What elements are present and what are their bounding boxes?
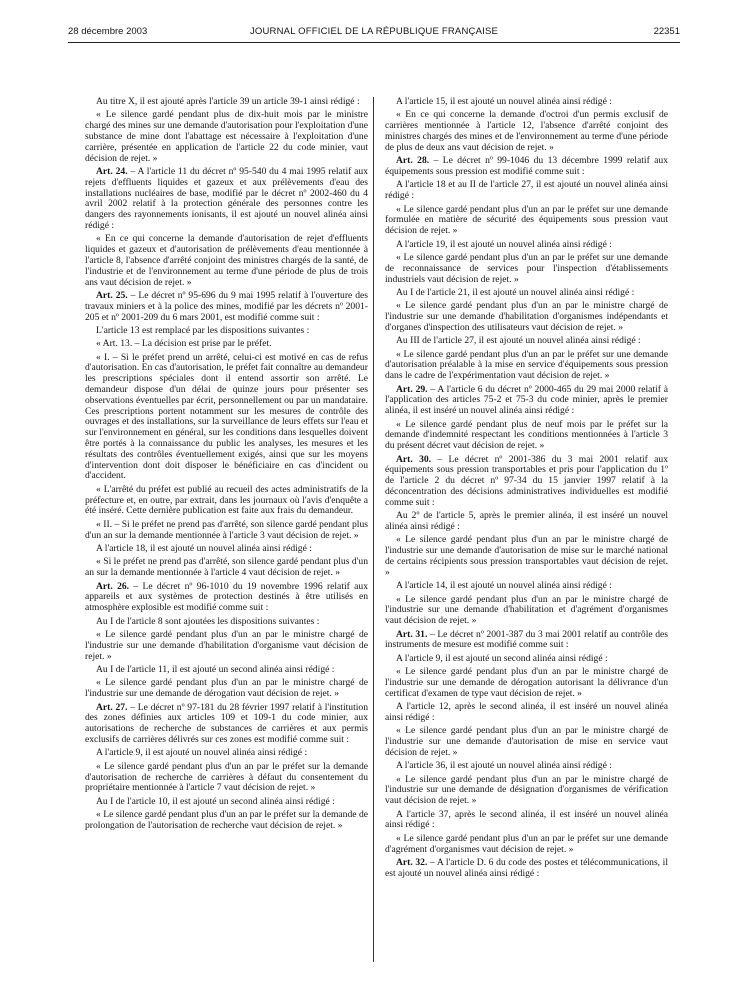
paragraph-text: « I. – Si le préfet prend un arrêté, celui-ci est motivé en cas de refus d'autorisation. En cas d'autorisation, le préfet fait connaître au demandeur les prescriptions spéciales dont il entend assortir son arrêté. Le demandeur dispose d'un délai de quinze jours pour présenter ses observations éventuelles par écrit, personnellement ou par un mandataire. Ces prescriptions portent notamment sur les mesures de contrôle des ouvrages et des installations, sur la surveillance de leurs effets sur l'eau et sur l'environnement en général, sur les conditions dans lesquelles doivent être portés à la connaissance du public les analyses, les mesures et les résultats des contrôles éventuellement exigés, ainsi que sur les moyens d'intervention dont doit disposer le bénéficiaire en cas d'incident ou d'accident. bbox=[85, 351, 368, 482]
article-lead: Art. 25. bbox=[96, 289, 128, 301]
paragraph bbox=[385, 180, 668, 202]
paragraph bbox=[85, 762, 368, 794]
paragraph-text: « Le silence gardé pendant plus d'un an par le préfet sur une demande de reconnaissance de services pour l'inspection d'établissements industriels vaut décision de rejet. » bbox=[385, 251, 668, 285]
paragraph-text: « Le silence gardé pendant plus d'un an par le ministre chargé de l'industrie sur une demande d'habilitation et d'agrément d'organismes vaut décision de rejet. » bbox=[385, 593, 668, 627]
paragraph bbox=[385, 667, 668, 699]
paragraph-text: « Le silence gardé pendant plus d'un an par le ministre chargé de l'industrie sur une demande d'habilitation d'organismes indépendants et d'organes d'inspection des utilisateurs vaut décision de rejet. » bbox=[385, 300, 668, 333]
paragraph-text: – Le décret nº 97-181 du 28 février 1997 relatif à l'institution des zones définies aux articles 109 et 109-1 du code minier, aux autorisations de recherche de substances de carrières et aux permis exclusifs de carrières délivrés sur ces zones est modifié comme suit : bbox=[85, 701, 368, 745]
paragraph-text: « Le silence gardé pendant plus d'un an par le ministre chargé de l'industrie sur une demande de désignation d'organismes de vérification vaut décision de rejet. » bbox=[385, 773, 668, 807]
column-divider bbox=[373, 97, 374, 962]
paragraph bbox=[385, 726, 668, 758]
paragraph-text: A l'article 19, il est ajouté un nouvel alinéa ainsi rédigé : bbox=[396, 238, 612, 250]
paragraph-text: « Le silence gardé pendant plus de neuf mois par le préfet sur la demande d'indemnité respectant les conditions mentionnées à l'article 3 du présent décret vaut décision de rejet. » bbox=[385, 418, 668, 452]
paragraph bbox=[85, 557, 368, 579]
page-header bbox=[68, 26, 680, 40]
paragraph bbox=[385, 761, 668, 772]
paragraph bbox=[85, 326, 368, 337]
paragraph-text: « Le silence gardé pendant plus d'un an par le ministre chargé de l'industrie sur une demande d'habilitation d'organisme vaut décision de rejet. » bbox=[85, 628, 368, 662]
paragraph-text: Au titre X, il est ajouté après l'article 39 un article 39-1 ainsi rédigé : bbox=[96, 96, 360, 107]
paragraph-text: – Le décret nº 99-1046 du 13 décembre 1999 relatif aux équipements sous pression est modifié comme suit : bbox=[385, 155, 669, 177]
paragraph bbox=[385, 420, 668, 452]
article-lead: Art. 30. bbox=[396, 453, 432, 465]
page-number: 22351 bbox=[653, 26, 680, 37]
paragraph bbox=[85, 797, 368, 808]
left-column bbox=[85, 97, 368, 834]
paragraph bbox=[385, 858, 668, 880]
header-date: 28 décembre 2003 bbox=[68, 26, 148, 37]
paragraph-text: « En ce qui concerne la demande d'octroi d'un permis exclusif de carrières mentionnée à l'article 12, l'absence d'arrêté conjoint des ministres chargés des mines et de l'environnement au terme d'une période de plus de deux ans vaut décision de rejet. » bbox=[385, 109, 668, 153]
paragraph bbox=[85, 810, 368, 832]
paragraph-text: « Le silence gardé pendant plus d'un an par le ministre chargé de l'industrie sur une demande d'autorisation de mise sur le marché national de certains récipients sous pression transportables vaut décision de rejet. » bbox=[385, 534, 668, 578]
paragraph-text: Au I de l'article 21, il est ajouté un nouvel alinéa ainsi rédigé : bbox=[396, 286, 635, 298]
paragraph bbox=[385, 834, 668, 856]
paragraph bbox=[385, 595, 668, 627]
article-lead: Art. 26. bbox=[96, 580, 130, 592]
paragraph bbox=[385, 810, 668, 832]
paragraph-text: « Le silence gardé pendant plus d'un an par le ministre chargé de l'industrie sur une demande de dérogation vaut décision de rejet. » bbox=[85, 677, 368, 700]
paragraph bbox=[385, 385, 668, 417]
paragraph bbox=[85, 110, 368, 164]
article-lead: Art. 27. bbox=[96, 701, 128, 713]
paragraph-text: Au I de l'article 8 sont ajoutées les dispositions suivantes : bbox=[96, 615, 320, 627]
paragraph bbox=[385, 240, 668, 251]
paragraph-text: A l'article 12, après le second alinéa, il est inséré un nouvel alinéa ainsi rédigé : bbox=[385, 701, 668, 723]
paragraph-text: « Le silence gardé pendant plus d'un an par le préfet sur une demande d'agrément d'organismes vaut décision de rejet. » bbox=[385, 832, 668, 855]
paragraph-text: – A l'article D. 6 du code des postes et télécommunications, il est ajouté un nouvel alinéa ainsi rédigé : bbox=[385, 857, 669, 879]
paragraph-text: « Le silence gardé pendant plus d'un an par le préfet sur la demande de prolongation de l'autorisation de recherche vaut décision de rejet. » bbox=[85, 809, 368, 831]
paragraph bbox=[385, 581, 668, 592]
paragraph bbox=[385, 336, 668, 347]
paragraph bbox=[385, 535, 668, 578]
paragraph-text: – A l'article 11 du décret nº 95-540 du 4 mai 1995 relatif aux rejets d'effluents liquides et gazeux et aux prélèvements d'eau des installations nucléaires de base, modifié par le décret nº 2002-460 du 4 avril 2002 relatif à la protection générale des personnes contre les dangers des rayonnements ionisants, il est ajouté un nouvel alinéa ainsi rédigé : bbox=[85, 165, 368, 231]
paragraph-text: – Le décret nº 2001-387 du 3 mai 2001 relatif au contrôle des instruments de mesure est modifié comme suit : bbox=[385, 628, 668, 651]
paragraph-text: A l'article 9, il est ajouté un nouvel alinéa ainsi rédigé : bbox=[96, 747, 308, 759]
paragraph bbox=[85, 291, 368, 323]
paragraph bbox=[85, 520, 368, 542]
paragraph-text: Au I de l'article 11, il est ajouté un second alinéa ainsi rédigé : bbox=[96, 663, 335, 675]
paragraph-text: – A l'article 6 du décret nº 2000-465 du 29 mai 2000 relatif à l'application des articles 75-2 et 75-3 du code minier, après le premier alinéa, il est inséré un nouvel alinéa ainsi rédigé : bbox=[385, 383, 668, 417]
paragraph-text: « Le silence gardé pendant plus d'un an par le préfet sur une demande d'autorisation préalable à la mise en service d'équipements sous pression dans le cadre de l'expérimentation vaut décision de rejet. » bbox=[385, 348, 668, 382]
paragraph bbox=[85, 703, 368, 746]
paragraph bbox=[385, 288, 668, 299]
paragraph bbox=[85, 630, 368, 662]
paragraph bbox=[385, 654, 668, 665]
paragraph bbox=[385, 301, 668, 333]
paragraph-text: A l'article 18 et au II de l'article 27, il est ajouté un nouvel alinéa ainsi rédigé : bbox=[385, 179, 668, 202]
paragraph bbox=[385, 110, 668, 153]
paragraph bbox=[85, 678, 368, 700]
paragraph-text: « Art. 13. – La décision est prise par le préfet. bbox=[96, 338, 272, 350]
paragraph-text: « Si le préfet ne prend pas d'arrêté, son silence gardé pendant plus d'un an sur la demande mentionnée à l'article 4 vaut décision de rejet. » bbox=[85, 556, 368, 579]
paragraph bbox=[385, 97, 668, 108]
paragraph-text: « Le silence gardé pendant plus de dix-huit mois par le ministre chargé des mines sur une demande d'autorisation pour l'exploitation d'une substance de mine dont l'abattage est nécessaire à l'exploitation d'une carrière, présentée en application de l'article 22 du code minier, vaut décision de rejet. » bbox=[85, 109, 368, 164]
paragraph-text: « II. – Si le préfet ne prend pas d'arrêté, son silence gardé pendant plus d'un an sur la demande mentionnée à l'article 3 vaut décision de rejet. » bbox=[85, 518, 368, 541]
paragraph bbox=[85, 167, 368, 232]
paragraph-text: « En ce qui concerne la demande d'autorisation de rejet d'effluents liquides et gazeux et d'autorisation de prélèvements d'eau mentionnée à l'article 8, l'absence d'arrêté conjoint des ministres chargés de la santé, de l'industrie et de l'environnement au terme d'une période de plus de trois ans vaut décision de rejet. » bbox=[85, 233, 368, 288]
paragraph-text: – Le décret nº 2001-386 du 3 mai 2001 relatif aux équipements sous pression transportables et pris pour l'application du 1º de l'article 2 du décret nº 97-34 du 15 janvier 1997 relatif à la déconcentration des décisions administratives individuelles est modifié comme suit : bbox=[385, 453, 668, 508]
paragraph-text: « Le silence gardé pendant plus d'un an par le ministre chargé de l'industrie sur une demande d'autorisation de mise en service vaut décision de rejet. » bbox=[385, 725, 668, 758]
header-rule bbox=[68, 42, 680, 43]
paragraph bbox=[385, 455, 668, 509]
paragraph bbox=[385, 205, 668, 237]
paragraph bbox=[85, 582, 368, 614]
paragraph-text: « L'arrêté du préfet est publié au recueil des actes administratifs de la préfecture et, en outre, par extrait, dans les journaux où l'avis d'enquête a été inséré. Cette dernière publication est faite aux frais du demandeur. bbox=[85, 483, 368, 517]
paragraph bbox=[385, 511, 668, 533]
paragraph-text: « Le silence gardé pendant plus d'un an par le préfet sur la demande d'autorisation de recherche de carrières à défaut du consentement du propriétaire mentionnée à l'article 7 vaut décision de rejet. » bbox=[85, 760, 368, 794]
article-lead: Art. 31. bbox=[396, 628, 428, 640]
paragraph-text: Au III de l'article 27, il est ajouté un nouvel alinéa ainsi rédigé : bbox=[396, 335, 641, 347]
paragraph-text: « Le silence gardé pendant plus d'un an par le préfet sur une demande formulée en matière de sécurité des équipements sous pression vaut décision de rejet. » bbox=[385, 203, 668, 237]
paragraph-text: « Le silence gardé pendant plus d'un an par le ministre chargé de l'industrie sur une demande de dérogation autorisant la délivrance d'un certificat d'examen de type vaut décision de rejet. » bbox=[385, 666, 668, 699]
paragraph bbox=[385, 350, 668, 382]
paragraph-text: – Le décret nº 95-696 du 9 mai 1995 relatif à l'ouverture des travaux miniers et à la police des mines, modifié par les décrets nº 2001-205 et nº 2001-209 du 6 mars 2001, est modifié comme suit : bbox=[85, 289, 369, 323]
paragraph bbox=[385, 630, 668, 652]
paragraph-text: A l'article 9, il est ajouté un second alinéa ainsi rédigé : bbox=[396, 652, 608, 664]
paragraph bbox=[85, 234, 368, 288]
paragraph-text: L'article 13 est remplacé par les dispositions suivantes : bbox=[96, 324, 310, 336]
paragraph-text: A l'article 15, il est ajouté un nouvel alinéa ainsi rédigé : bbox=[396, 96, 612, 107]
paragraph-text: A l'article 18, il est ajouté un nouvel alinéa ainsi rédigé : bbox=[96, 543, 312, 555]
journal-title: JOURNAL OFFICIEL DE LA RÉPUBLIQUE FRANÇAISE bbox=[249, 26, 499, 37]
paragraph bbox=[85, 353, 368, 483]
paragraph bbox=[385, 156, 668, 178]
article-lead: Art. 29. bbox=[396, 383, 428, 395]
paragraph-text: A l'article 14, il est ajouté un nouvel alinéa ainsi rédigé : bbox=[396, 580, 612, 592]
paragraph bbox=[85, 485, 368, 517]
article-lead: Art. 24. bbox=[96, 165, 128, 177]
right-column bbox=[385, 97, 668, 882]
paragraph bbox=[385, 253, 668, 285]
paragraph bbox=[85, 544, 368, 555]
paragraph bbox=[85, 339, 368, 350]
article-lead: Art. 32. bbox=[396, 857, 428, 869]
paragraph-text: A l'article 37, après le second alinéa, il est inséré un nouvel alinéa ainsi rédigé : bbox=[385, 808, 668, 831]
paragraph-text: – Le décret nº 96-1010 du 19 novembre 1996 relatif aux appareils et aux systèmes de protection destinés à être utilisés en atmosphère explosible est modifié comme suit : bbox=[85, 580, 368, 614]
paragraph bbox=[85, 97, 368, 108]
article-lead: Art. 28. bbox=[396, 155, 430, 167]
paragraph bbox=[85, 617, 368, 628]
paragraph-text: A l'article 36, il est ajouté un nouvel alinéa ainsi rédigé : bbox=[396, 760, 612, 772]
paragraph bbox=[385, 775, 668, 807]
paragraph-text: Au 2º de l'article 5, après le premier alinéa, il est inséré un nouvel alinéa ainsi rédigé : bbox=[385, 510, 668, 532]
paragraph-text: Au I de l'article 10, il est ajouté un second alinéa ainsi rédigé : bbox=[96, 795, 335, 807]
paragraph bbox=[85, 665, 368, 676]
paragraph bbox=[85, 748, 368, 759]
paragraph bbox=[385, 702, 668, 724]
